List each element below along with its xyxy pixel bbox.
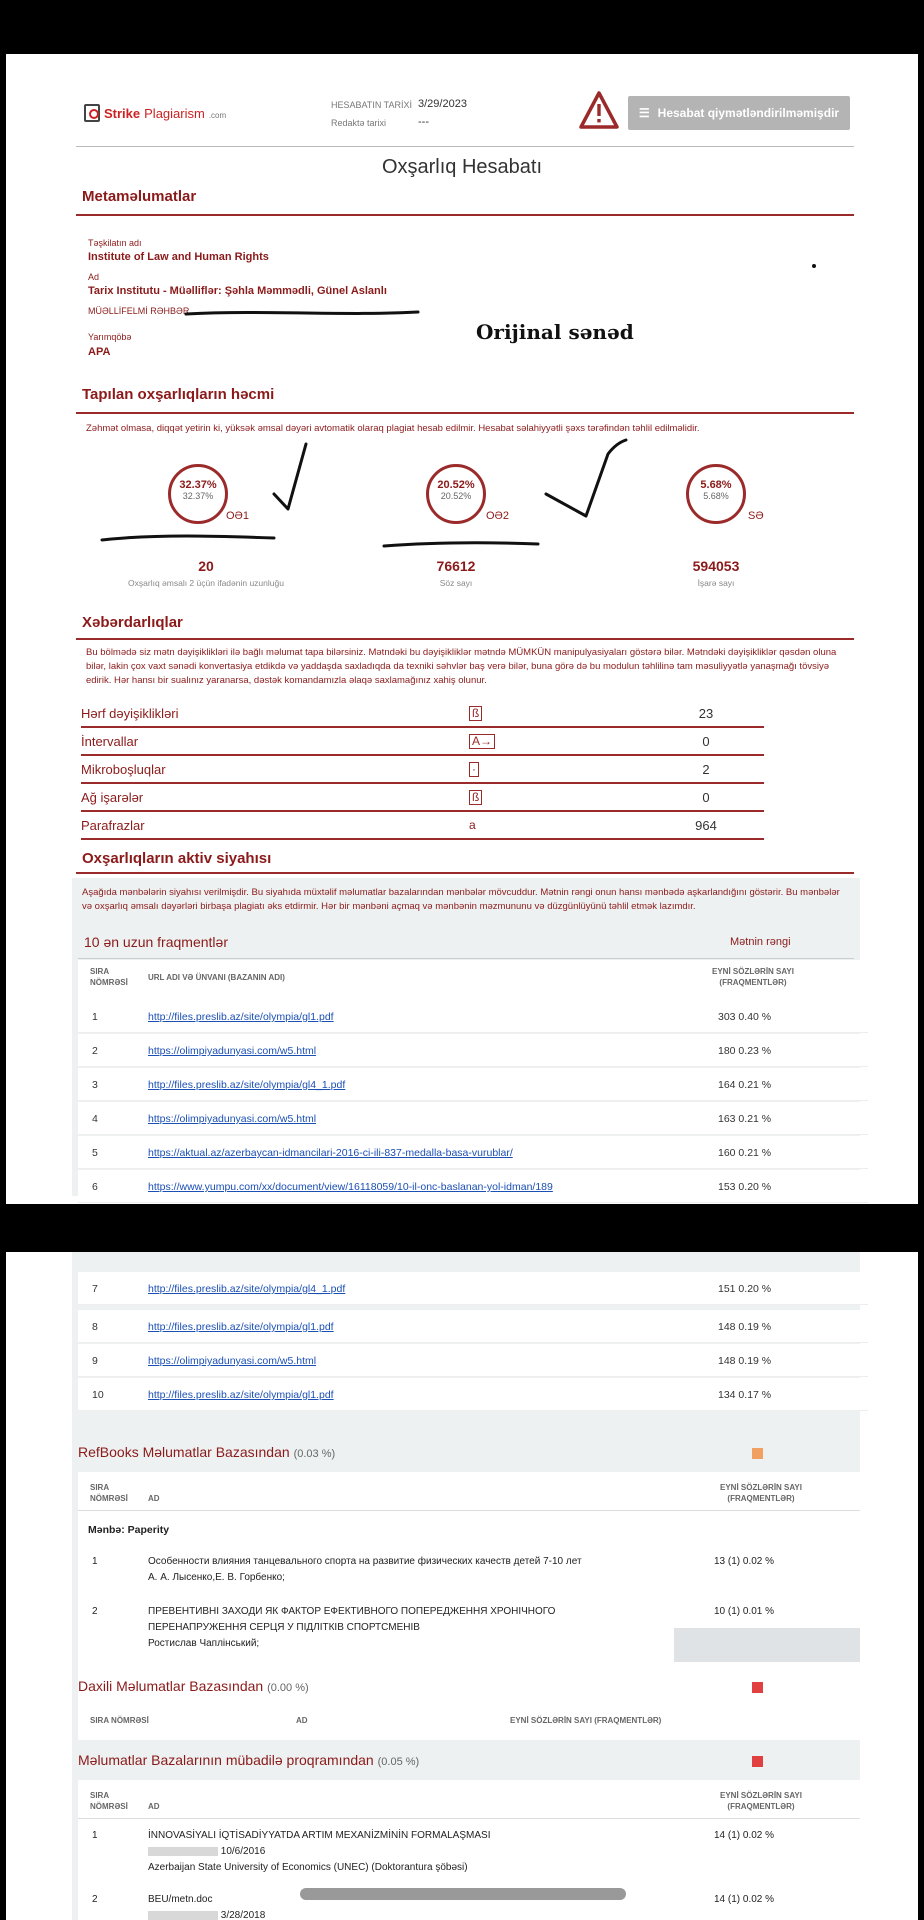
warning-row-letter-changes: Hərf dəyişiklikləri ß 23 — [81, 700, 764, 728]
ink-dot — [812, 264, 816, 268]
character-count-label: İşarə sayı — [697, 578, 735, 588]
warnings-notice: Bu bölmədə siz mətn dəyişiklikləri ilə bağlı məlumat tapa bilərsiniz. Mətndəki bu dəyişikliklər mətndə MÜMKÜN manipulyasiyaları göstərə bilər. Mətndəki dəyişikliklər qəsdən oluna bilər, lakin çox vaxt sənədi konvertasiya etdikdə və yaddaşda saxladıqda da texniki səhvlər baş verə bilər, buna görə də bu modulun təhlilinə tam məsuliyyətlə yanaşmağı tövsiyə edirik. Hər hansı bir sualınız yaranarsa, dəstək komandamızla əlaqə saxlamağınız xahiş olunur. — [86, 647, 837, 686]
phrase-length-label: Oxşarlıq əmsalı 2 üçün ifadənin uzunluğu — [128, 578, 284, 588]
source-row: 5 https://aktual.az/azerbaycan-idmancilari-2016-ci-ili-837-medalla-basa-vurublar/ 160 0.21 % — [78, 1136, 868, 1169]
source-row: 3 http://files.preslib.az/site/olympia/gl4_1.pdf 164 0.21 % — [78, 1068, 868, 1101]
home-indicator-bar[interactable] — [300, 1888, 626, 1900]
refbooks-color-swatch — [752, 1448, 763, 1459]
warning-icon — [578, 90, 620, 130]
logo-icon — [84, 104, 100, 122]
word-count-value: 76612 — [436, 558, 476, 574]
top10-table-header: SIRA NÖMRƏSİ URL ADI VƏ ÜNVANI (BAZANIN ADI) EYNİ SÖZLƏRİN SAYI (FRAQMENTLƏR) — [78, 960, 860, 1000]
edit-date: --- — [418, 116, 429, 128]
refbooks-row-1-title: Особенности влияния танцевального спорта на развитие физических качеств детей 7-10 лет — [148, 1556, 582, 1567]
source-row: 8 http://files.preslib.az/site/olympia/gl1.pdf 148 0.19 % — [78, 1310, 868, 1343]
refbooks-row-1-authors: А. А. Лысенко,Е. В. Горбенко; — [148, 1572, 285, 1583]
paraphrase-icon: a — [469, 818, 476, 832]
exchange-row-1-title: İNNOVASİYALI İQTİSADİYYATDA ARTIM MEXANİZMİNİN FORMALAŞMASI — [148, 1830, 491, 1841]
evaluation-status-button[interactable]: ☰ Hesabat qiymətləndirilməmişdir — [628, 96, 850, 130]
letter-change-icon: ß — [469, 706, 482, 721]
report-page-1 — [6, 54, 918, 1204]
refbooks-source-label: Mənbə: Paperity — [88, 1524, 170, 1536]
report-title: Oxşarlıq Hesabatı — [381, 156, 543, 178]
source-link[interactable]: http://files.preslib.az/site/olympia/gl4_1.pdf — [148, 1079, 346, 1091]
similarity-coefficient-2-tag: OƏ2 — [486, 510, 509, 522]
similarity-coefficient-1-circle: 32.37% 32.37% — [168, 464, 228, 524]
report-date: 3/29/2023 — [418, 98, 467, 110]
blurred-author — [148, 1847, 218, 1856]
name-label: Ad — [88, 272, 100, 282]
exchange-database-title: Məlumatlar Bazalarının mübadilə proqramından (0.05 %) — [78, 1752, 420, 1768]
exchange-row-2-title: BEU/metn.doc — [148, 1894, 213, 1905]
subfield-label: Yarımqöbə — [88, 332, 132, 342]
warning-row-intervals: İntervallar A→ 0 — [81, 728, 764, 756]
org-value: Institute of Law and Human Rights — [88, 251, 269, 263]
supervisor-label: MÜƏLLİFELMİ RƏHBƏR — [88, 306, 190, 316]
interval-icon: A→ — [469, 734, 495, 749]
white-character-icon: ß — [469, 790, 482, 805]
top10-fragments-title: 10 ən uzun fraqmentlər — [84, 934, 228, 950]
edit-date-label: Redaktə tarixi — [331, 118, 387, 128]
microspace-icon: · — [469, 762, 479, 777]
handwritten-note: Orijinal sənəd — [476, 320, 634, 344]
refbooks-row-2-title: ПРЕВЕНТИВНІ ЗАХОДИ ЯК ФАКТОР ЕФЕКТИВНОГО ПОПЕРЕДЖЕННЯ ХРОНІЧНОГО — [148, 1606, 556, 1617]
sources-section-title: Oxşarlıqların aktiv siyahısı — [82, 850, 272, 867]
internal-table: SIRA NÖMRƏSİ AD EYNİ SÖZLƏRİN SAYI (FRAQMENTLƏR) — [78, 1704, 860, 1736]
similarity-notice: Zəhmət olmasa, diqqət yetirin ki, yüksək əmsal dəyəri avtomatik olaraq plagiat hesab edilmir. Hesabat səlahiyyətli şəxs tərəfindən təhlil edilməlidir. — [86, 423, 700, 434]
source-row: 1 http://files.preslib.az/site/olympia/gl1.pdf 303 0.40 % — [78, 1000, 868, 1033]
refbooks-title: RefBooks Məlumatlar Bazasından (0.03 %) — [78, 1444, 336, 1460]
warning-row-white-characters: Ağ işarələr ß 0 — [81, 784, 764, 812]
blurred-author — [148, 1911, 218, 1920]
warning-row-microspaces: Mikroboşluqlar · 2 — [81, 756, 764, 784]
subfield-value: APA — [88, 346, 111, 358]
similarity-coefficient-1-tag: OƏ1 — [226, 510, 249, 522]
refbooks-row-2-authors: Ростислав Чаплінський; — [148, 1638, 260, 1649]
internal-color-swatch — [752, 1682, 763, 1693]
exchange-row-1-org: Azerbaijan State University of Economics (UNEC) (Doktorantura şöbəsi) — [148, 1862, 468, 1873]
refbooks-table: SIRA NÖMRƏSİ AD EYNİ SÖZLƏRİN SAYI (FRAQMENTLƏR) Mənbə: Paperity 1 Особенности влияния танцевального спорта на развитие физических качеств детей 7-10 лет А. А. Лысенко,Е. В. Горбенко; 13 (1) 0.02 % 2 ПРЕВЕНТИВНІ ЗАХОДИ ЯК ФАКТОР ЕФЕКТИВНОГО ПОПЕРЕДЖЕННЯ ХРОНІЧНОГО ПЕРЕНАПРУЖЕННЯ СЕРЦЯ У ПІДЛІТКІВ СПОРТСМЕНІВ Ростислав Чаплінський; 10 (1) 0.01 % — [78, 1472, 860, 1740]
list-check-icon: ☰ — [638, 106, 650, 120]
source-link[interactable]: https://olimpiyadunyasi.com/w5.html — [148, 1355, 317, 1367]
source-link[interactable]: http://files.preslib.az/site/olympia/gl4_1.pdf — [148, 1283, 346, 1295]
checkmark-2 — [546, 440, 626, 516]
source-row: 6 https://www.yumpu.com/xx/document/view/16118059/10-il-onc-baslanan-yol-idman/189 153 0.20 % — [78, 1170, 868, 1203]
strikeplagiarism-logo: Strike Plagiarism .com — [84, 99, 234, 127]
source-row: 7 http://files.preslib.az/site/olympia/gl4_1.pdf 151 0.20 % — [78, 1272, 868, 1305]
source-row: 4 https://olimpiyadunyasi.com/w5.html 163 0.21 % — [78, 1102, 868, 1135]
source-row: 9 https://olimpiyadunyasi.com/w5.html 148 0.19 % — [78, 1344, 868, 1377]
report-page-2 — [6, 1252, 918, 1920]
exchange-color-swatch — [752, 1756, 763, 1767]
internal-database-title: Daxili Məlumatlar Bazasından (0.00 %) — [78, 1678, 309, 1694]
source-link[interactable]: https://olimpiyadunyasi.com/w5.html — [148, 1113, 317, 1125]
character-count-value: 594053 — [692, 558, 740, 574]
source-link[interactable]: https://aktual.az/azerbaycan-idmancilari-2016-ci-ili-837-medalla-basa-vurublar/ — [148, 1147, 513, 1159]
metadata-section-title: Metaməlumatlar — [82, 188, 197, 205]
source-row: 2 https://olimpiyadunyasi.com/w5.html 180 0.23 % — [78, 1034, 868, 1067]
word-count-label: Söz sayı — [439, 578, 473, 588]
citation-coefficient-tag: SƏ — [748, 510, 764, 522]
text-color-label: Mətnin rəngi — [730, 936, 791, 948]
name-value: Tarix Institutu - Müəlliflər: Şəhla Məmmədli, Günel Aslanlı — [88, 285, 387, 297]
source-link[interactable]: https://www.yumpu.com/xx/document/view/16118059/10-il-onc-baslanan-yol-idman/189 — [148, 1181, 553, 1193]
source-link[interactable]: http://files.preslib.az/site/olympia/gl1.pdf — [148, 1321, 334, 1333]
source-link[interactable]: http://files.preslib.az/site/olympia/gl1.pdf — [148, 1389, 334, 1401]
citation-coefficient-circle: 5.68% 5.68% — [686, 464, 746, 524]
sources-notice: Aşağıda mənbələrin siyahısı verilmişdir. Bu siyahıda müxtəlif məlumatlar bazalarından mənbələr mövcuddur. Mətnin rəngi onun hansı mənbədə aşkarlandığını göstərir. Bu mənbələr və oxşarlıq əmsalı dəyərləri birbaşa plagiatı əks etdirmir. Hər bir mənbəni açmaq və mənbənin məzmununu və düzgünlüyünü təhlil etmək lazımdır. — [82, 887, 840, 912]
source-link[interactable]: http://files.preslib.az/site/olympia/gl1.pdf — [148, 1011, 334, 1023]
exchange-table: SIRA NÖMRƏSİ AD EYNİ SÖZLƏRİN SAYI (FRAQMENTLƏR) 1 İNNOVASİYALI İQTİSADİYYATDA ARTIM MEXANİZMİNİN FORMALAŞMASI 10/6/2016 Azerbaijan State University of Economics (UNEC) (Doktorantura şöbəsi) 14 (1) 0.02 % 2 BEU/metn.doc 3/28/2018 14 (1) 0.02 % — [78, 1780, 860, 1920]
warning-row-paraphrases: Parafrazlar a 964 — [81, 812, 764, 840]
underline-2 — [384, 543, 538, 546]
source-link[interactable]: https://olimpiyadunyasi.com/w5.html — [148, 1045, 317, 1057]
redaction-scribble — [186, 312, 418, 314]
checkmark-1 — [274, 444, 306, 509]
warnings-section-title: Xəbərdarlıqlar — [82, 614, 183, 631]
report-date-label: HESABATIN TARİXİ — [331, 100, 413, 110]
similarity-coefficient-2-circle: 20.52% 20.52% — [426, 464, 486, 524]
phrase-length-value: 20 — [198, 558, 214, 574]
org-label: Təşkilatın adı — [88, 238, 142, 248]
source-row: 10 http://files.preslib.az/site/olympia/gl1.pdf 134 0.17 % — [78, 1378, 868, 1411]
underline-1 — [102, 536, 274, 540]
similarity-section-title: Tapılan oxşarlıqların həcmi — [82, 386, 275, 403]
